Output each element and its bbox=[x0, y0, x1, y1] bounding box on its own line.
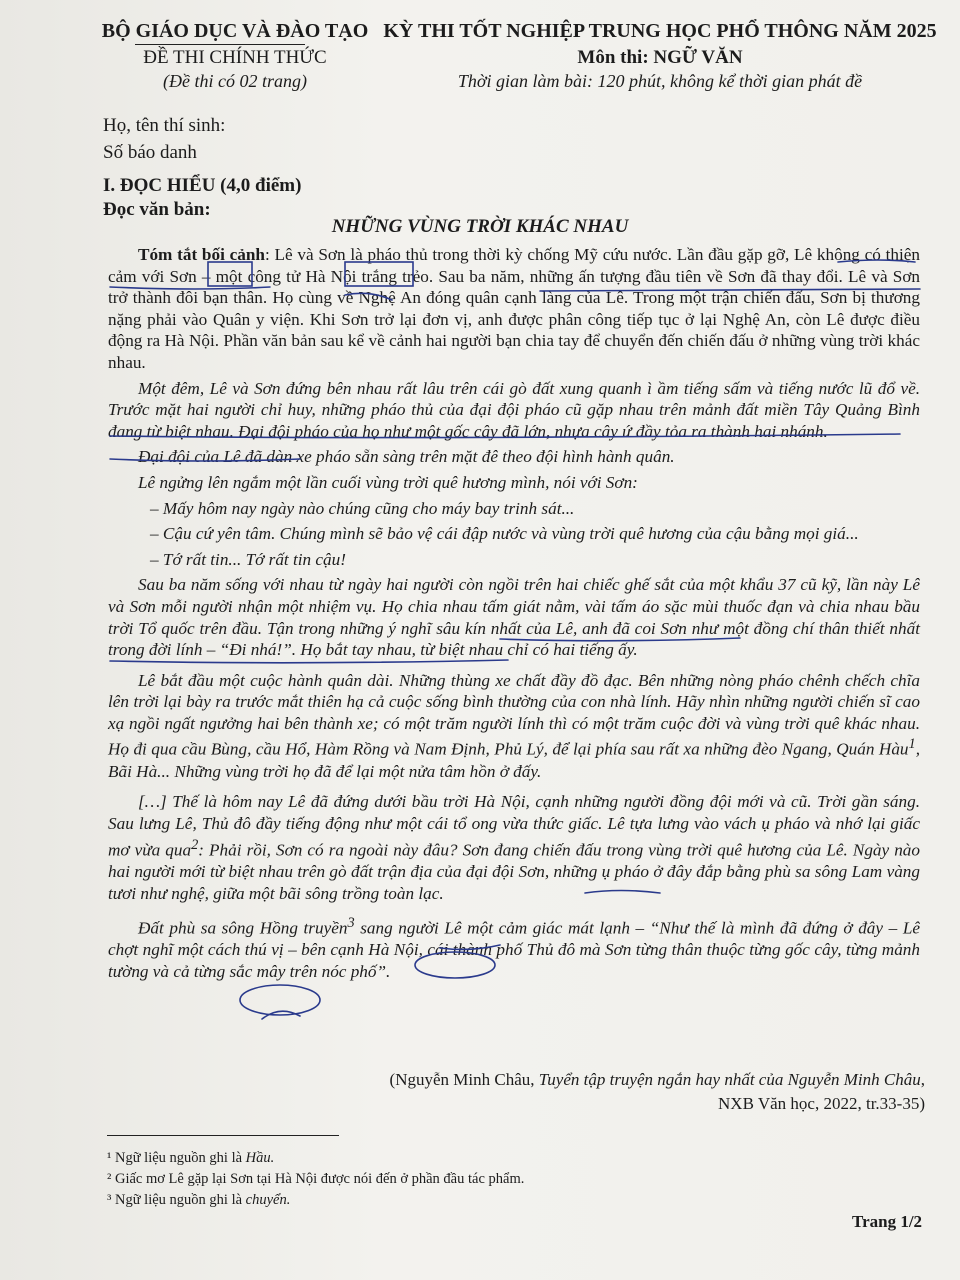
ministry-name: BỘ GIÁO DỤC VÀ ĐÀO TẠO bbox=[101, 20, 369, 42]
page-number: Trang 1/2 bbox=[852, 1212, 923, 1231]
source-comma: , bbox=[920, 1070, 925, 1089]
footnote-1 bbox=[107, 1148, 524, 1169]
section-instruction: Đọc văn bản: bbox=[103, 199, 211, 220]
footnote-3-text: ³ Ngữ liệu nguồn ghi là bbox=[107, 1192, 246, 1208]
candidate-info bbox=[103, 112, 225, 166]
context-summary bbox=[108, 244, 920, 374]
footnote-ref-1: 1 bbox=[908, 736, 916, 753]
subject-label: Môn thi: NGỮ VĂN bbox=[577, 47, 743, 68]
footnote-divider bbox=[107, 1135, 339, 1136]
source-book: Tuyển tập truyện ngắn hay nhất của Nguyễn Minh Châu bbox=[538, 1070, 921, 1089]
paragraph-2: Đại đội của Lê đã dàn xe pháo sẵn sàng trên mặt đê theo đội hình hành quân. bbox=[138, 447, 675, 467]
dialogue-line-1: – Mấy hôm nay ngày nào chúng cũng cho máy bay trinh sát... bbox=[150, 498, 575, 518]
paragraph-4: Sau ba năm sống với nhau từ ngày hai người còn ngồi trên hai chiếc ghế sắt của một khẩu 37 cũ kỹ, lần này Lê và Sơn mỗi người nhận một nhiệm vụ. Họ chia nhau tấm giát nằm, vài tấm áo sặc mùi thuốc đạn và chia nhau bầu trời Tổ quốc trên đầu. Tận trong những ý nghĩ sâu kín nhất của Lê, anh đã coi Sơn như một đồng chí thân thiết nhất trong đời lính – “Đi nhá!”. Họ bắt tay nhau, từ biệt nhau chỉ có hai tiếng ấy. bbox=[108, 575, 920, 660]
reading-passage bbox=[108, 244, 920, 983]
page-count-note: (Đề thi có 02 trang) bbox=[163, 71, 307, 91]
dialogue-line-2: – Cậu cứ yên tâm. Chúng mình sẽ bảo vệ cái đập nước và vùng trời quê hương của cậu bằng mọi giá... bbox=[150, 524, 859, 544]
source-publisher: NXB Văn học, 2022, tr.33-35) bbox=[718, 1094, 925, 1113]
footnote-1-text: ¹ Ngữ liệu nguồn ghi là bbox=[107, 1150, 246, 1166]
candidate-id-label: Số báo danh bbox=[103, 142, 197, 163]
paragraph-6-text-b: : Phải rồi, Sơn có ra ngoài này đâu? Sơn đang chiến đấu trong vùng trời quê hương của Lê. Ngày nào hai người mới từ biệt nhau trên gò đất trận địa của đại đội Sơn, những ụ pháo ở đây đắp bằng phù sa sông Lam vàng tươi như nghệ, giữa một bãi sông trồng toàn lạc. bbox=[108, 840, 920, 903]
candidate-name-label: Họ, tên thí sinh: bbox=[103, 115, 226, 136]
paragraph-7-text-b: sang người Lê một cảm giác mát lạnh – “Như thế là mình đã đứng ở đây – Lê chợt nghĩ một cách thú vị – bên cạnh Hà Nội, cái thành phố Thủ đô mà Sơn từng thân thuộc từng gốc cây, từng mảnh tường và cả từng sắc mây trên nóc phố”. bbox=[108, 918, 921, 982]
dialogue-line-3: – Tớ rất tin... Tớ rất tin cậu! bbox=[150, 549, 346, 569]
header-left bbox=[90, 20, 380, 92]
footnote-1-emphasis: Hầu. bbox=[245, 1150, 275, 1166]
ink-mark-chot bbox=[262, 1011, 300, 1019]
footnotes bbox=[107, 1148, 524, 1211]
footnote-3 bbox=[107, 1190, 524, 1211]
footnote-ref-2: 2 bbox=[191, 836, 199, 853]
paragraph-5 bbox=[108, 670, 920, 783]
source-citation bbox=[360, 1068, 925, 1116]
official-exam-label: ĐỀ THI CHÍNH THỨC bbox=[143, 47, 327, 68]
time-limit: Thời gian làm bài: 120 phút, không kể thời gian phát đề bbox=[457, 71, 863, 91]
paragraph-1: Một đêm, Lê và Sơn đứng bên nhau rất lâu trên cái gò đất xung quanh ì ầm tiếng sấm và tiếng nước lũ đổ về. Trước mặt hai người chỉ huy, những pháo thủ của đại đội pháo cũ gặp nhau trên mảnh đất miền Tây Quảng Bình đang từ biệt nhau. Đại đội pháo của họ như một gốc cây đã lớn, nhựa cây ứ đầy tỏa ra thành hai nhánh. bbox=[108, 378, 920, 441]
paragraph-7-text-a: Đất phù sa sông Hồng truyền bbox=[138, 918, 348, 938]
paragraph-5-text-b: , Bãi Hà... Những vùng trời họ đã để lại một nửa tâm hồn ở đấy. bbox=[108, 740, 920, 781]
paragraph-7 bbox=[108, 913, 920, 983]
paragraph-6-text-a: […] Thế là hôm nay Lê đã đứng dưới bầu trời Hà Nội, cạnh những người đồng đội mới và cũ. Trời gần sáng. Sau lưng Lê, Thủ đô đầy tiếng động như một cái tổ ong vừa thức giấc. Lê tựa lưng vào vách ụ pháo và nhớ lại giấc mơ vừa qua bbox=[108, 792, 920, 860]
summary-text: : Lê và Sơn là pháo thủ trong thời kỳ chống Mỹ cứu nước. Lần đầu gặp gỡ, Lê không có thiện cảm với Sơn – một công tử Hà Nội trắng trẻo. Sau ba năm, những ấn tượng đầu tiên về Sơn đã thay đổi. Lê và Sơn trở thành đôi bạn thân. Họ cùng về Nghệ An đóng quân cạnh làng của Lê. Trong một trận chiến đấu, Sơn bị thương nặng phải vào Quân y viện. Khi Sơn trở lại đơn vị, anh được phân công tiếp tục ở lại Nghệ An, còn Lê được điều động ra Hà Nội. Phần văn bản sau kể về cảnh hai người bạn chia tay để chuyển đến chiến đấu ở những vùng trời khác nhau. bbox=[108, 245, 920, 372]
footnote-2: ² Giấc mơ Lê gặp lại Sơn tại Hà Nội được nói đến ở phần đầu tác phẩm. bbox=[107, 1171, 525, 1187]
header-right bbox=[380, 20, 940, 92]
section-title: I. ĐỌC HIỂU (4,0 điểm) bbox=[103, 175, 302, 196]
section-heading bbox=[103, 174, 301, 222]
ink-circle-song-hong bbox=[240, 985, 320, 1015]
exam-title: KỲ THI TỐT NGHIỆP TRUNG HỌC PHỔ THÔNG NĂM 2025 bbox=[383, 20, 937, 42]
footnote-3-emphasis: chuyển. bbox=[245, 1192, 291, 1208]
paragraph-5-text-a: Lê bắt đầu một cuộc hành quân dài. Những thùng xe chất đầy đồ đạc. Bên những nòng pháo chênh chếch chĩa lên trời lại bày ra trước mắt thiên hạ cả cuộc sống bình thường của con nhà lính. Hãy nhìn những người chiến sĩ cao xạ ngồi ngất ngưởng hai bên thành xe; có một trăm người lính thì có một trăm cuộc đời và vùng trời quê khác nhau. Họ đi qua cầu Bùng, cầu Hổ, Hàm Rồng và Nam Định, Phủ Lý, để lại phía sau rất xa những đèo Ngang, Quán Hàu bbox=[108, 670, 920, 760]
summary-label: Tóm tắt bối cảnh bbox=[138, 245, 265, 264]
paragraph-3: Lê ngửng lên ngắm một lần cuối vùng trời quê hương mình, nói với Sơn: bbox=[138, 472, 638, 492]
header-divider-left bbox=[135, 44, 305, 45]
paragraph-6 bbox=[108, 791, 920, 904]
story-title: NHỮNG VÙNG TRỜI KHÁC NHAU bbox=[331, 216, 629, 237]
footnote-ref-3: 3 bbox=[347, 915, 355, 932]
source-author: (Nguyễn Minh Châu, bbox=[389, 1070, 539, 1089]
